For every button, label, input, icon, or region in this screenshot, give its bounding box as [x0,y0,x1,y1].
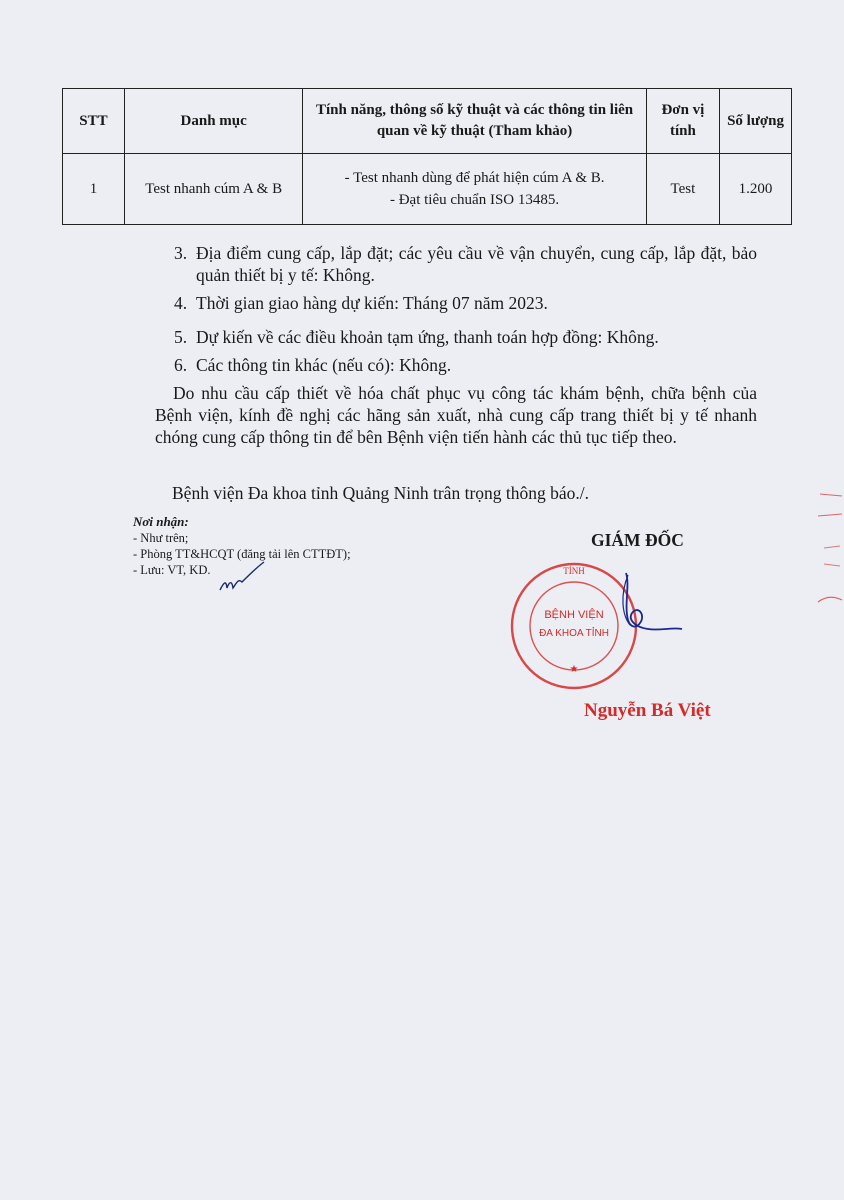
list-item [174,354,757,376]
request-paragraph: Do nhu cầu cấp thiết về hóa chất phục vụ công tác khám bệnh, chữa bệnh của Bệnh viện, kính đề nghị các hãng sản xuất, nhà cung cấp trang thiết bị y tế nhanh chóng cung cấp thông tin để bên Bệnh viện tiến hành các thủ tục tiếp theo. [155,383,757,447]
item-text: Dự kiến về các điều khoản tạm ứng, thanh toán hợp đồng: Không. [196,327,659,347]
list-item [174,326,757,348]
cell-category: Test nhanh cúm A & B [124,154,302,225]
item-number: 3. [174,243,188,263]
recipient-line: - Lưu: VT, KD. [133,563,211,577]
spec-line: - Test nhanh dùng để phát hiện cúm A & B. [344,170,605,186]
list-item [174,242,757,286]
spec-table [62,88,792,225]
director-title: GIÁM ĐỐC [591,530,684,550]
cell-stt: 1 [63,154,125,225]
recipients-heading: Nơi nhận: [133,514,189,529]
header-stt: STT [63,89,125,154]
stamp-line-1: BỆNH VIỆN [544,609,604,621]
stamp-ring-text: TỈNH [563,566,585,576]
header-unit: Đơn vị tính [646,89,719,154]
initials-signature-icon [218,560,268,596]
signer-name: Nguyễn Bá Việt [584,700,711,721]
spec-line: - Đạt tiêu chuẩn ISO 13485. [389,192,560,208]
director-signature-icon [600,565,690,645]
cell-unit: Test [646,154,719,225]
header-category: Danh mục [124,89,302,154]
item-text: Thời gian giao hàng dự kiến: Tháng 07 năm 2023. [196,293,548,313]
item-number: 6. [174,355,188,375]
svg-text:★: ★ [569,664,579,675]
cell-quantity: 1.200 [720,154,792,225]
header-specs: Tính năng, thông số kỹ thuật và các thông tin liên quan về kỹ thuật (Tham khảo) [303,89,646,154]
recipient-line: - Như trên; [133,531,189,545]
item-number: 5. [174,327,188,347]
item-text: Địa điểm cung cấp, lắp đặt; các yêu cầu về vận chuyển, cung cấp, lắp đặt, bảo quản thiết bị y tế: Không. [196,243,757,285]
recipient-line: - Phòng TT&HCQT (đăng tải lên CTTĐT); [133,547,351,561]
edge-seal-fragment-icon [814,490,844,630]
table-header-row [63,89,792,154]
table-row [63,154,792,225]
header-quantity: Số lượng [720,89,792,154]
stamp-line-2: ĐA KHOA TỈNH [539,628,609,639]
item-text: Các thông tin khác (nếu có): Không. [196,355,452,375]
item-number: 4. [174,293,188,313]
list-item [174,292,757,314]
closing-line: Bệnh viện Đa khoa tỉnh Quảng Ninh trân trọng thông báo./. [172,483,590,503]
cell-specs [303,154,646,225]
